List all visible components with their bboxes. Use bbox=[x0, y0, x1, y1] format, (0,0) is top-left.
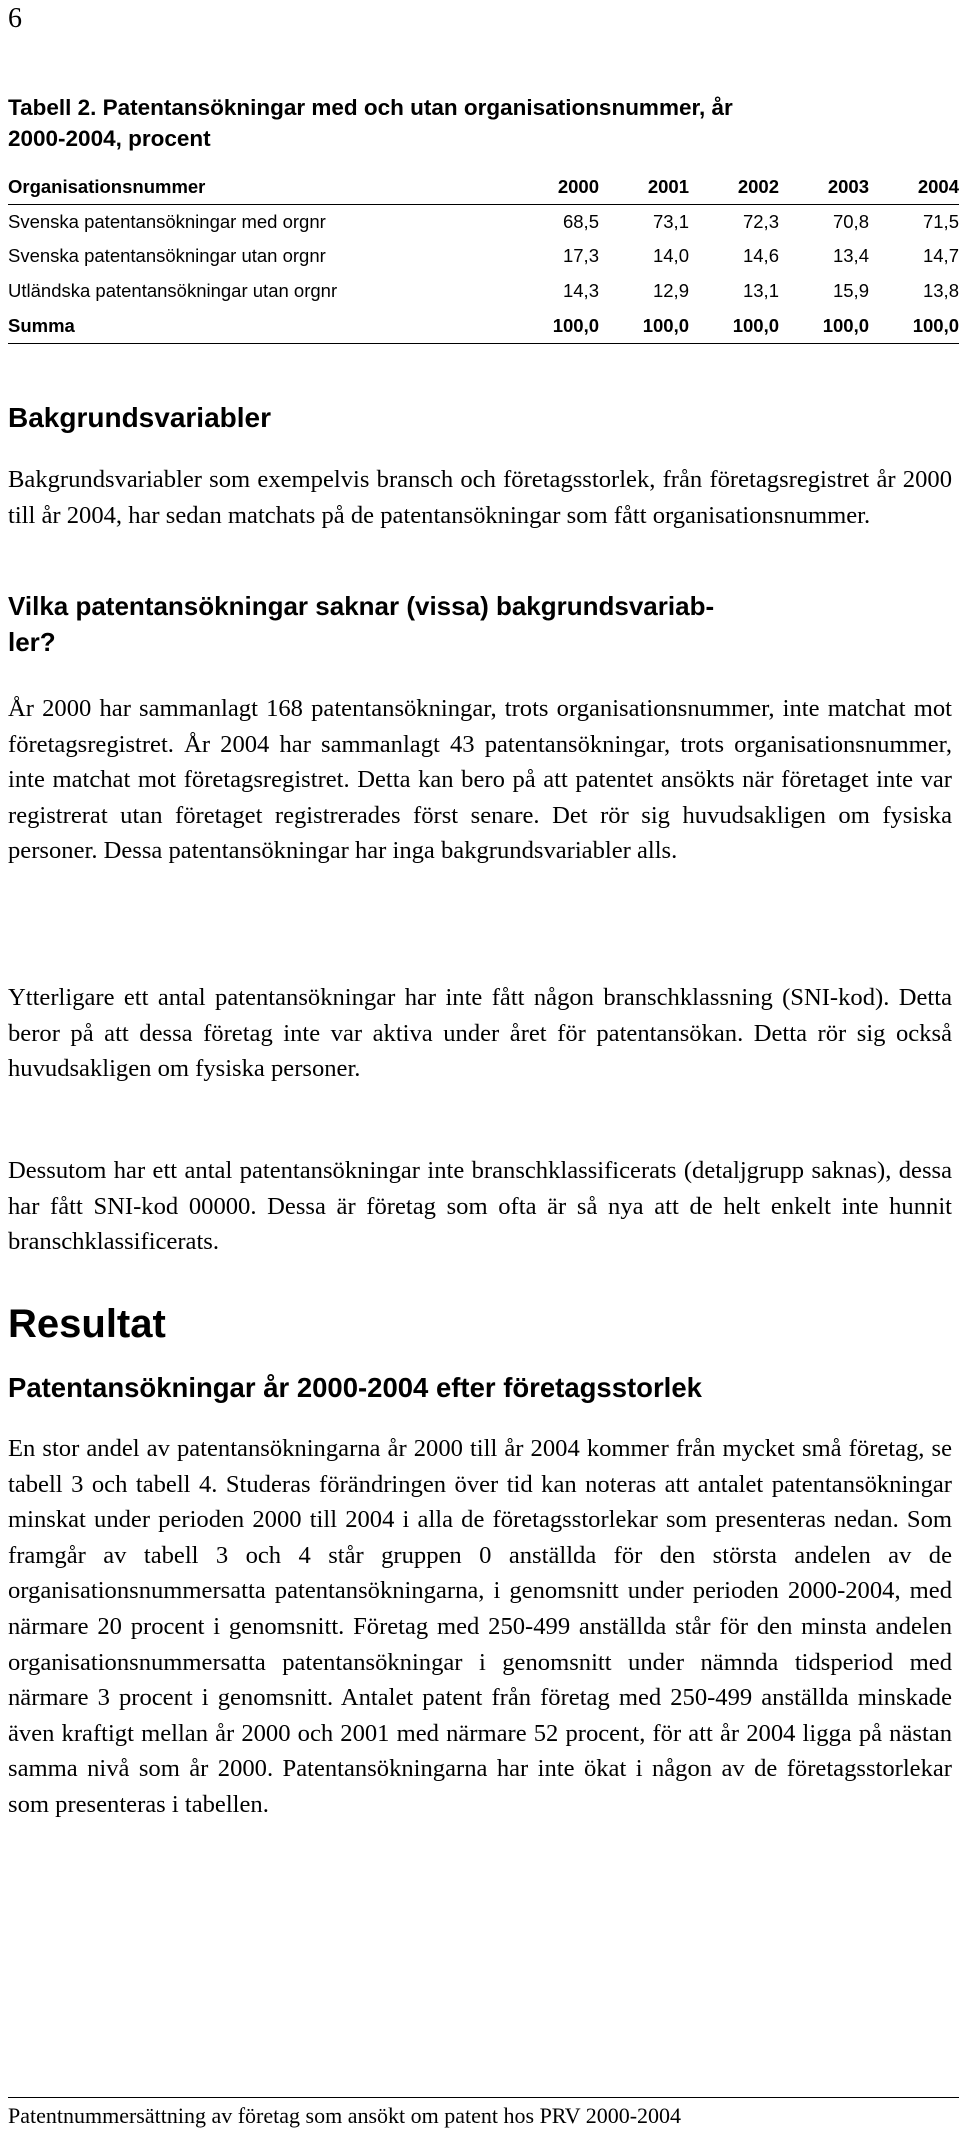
cell-2002: 13,1 bbox=[742, 279, 779, 301]
cell-2002: 100,0 bbox=[689, 308, 779, 344]
paragraph: Bakgrundsvariabler som exempelvis bransch och företagsstorlek, från företagsregistret år 2000 till år 2004, har sedan matchats på de patentansökningar som fått organisationsnummer. bbox=[8, 466, 952, 529]
subheading-line-1: Vilka patentansökningar saknar (vissa) bakgrundsvariab- bbox=[8, 591, 715, 621]
paragraph: År 2000 har sammanlagt 168 patentansökningar, trots organisationsnummer, inte matchat mot företagsregistret. År 2004 har sammanlagt 43 patentansökningar, trots organisationsnummer, inte matchat mot företagsregistret. Detta kan bero på att patentet ansökts när företaget inte var registrerat utan företaget registrerades först senare. Det rör sig huvudsakligen om fysiska personer. Dessa patentansökningar har inga bakgrundsvariabler alls. bbox=[8, 695, 952, 865]
heading-bakgrundsvariabler: Bakgrundsvariabler bbox=[8, 402, 271, 433]
subheading-line-2: ler? bbox=[8, 627, 56, 657]
table-header-row bbox=[8, 170, 959, 205]
row-label: Svenska patentansökningar utan orgnr bbox=[8, 245, 326, 266]
table-row bbox=[8, 205, 959, 240]
table-row bbox=[8, 273, 959, 308]
cell-2003: 15,9 bbox=[832, 279, 869, 301]
patent-table bbox=[8, 170, 959, 344]
header-organisationsnummer: Organisationsnummer bbox=[8, 170, 509, 205]
row-label: Svenska patentansökningar med orgnr bbox=[8, 211, 326, 232]
footer-divider bbox=[8, 2097, 959, 2098]
paragraph: Ytterligare ett antal patentansökningar har inte fått någon branschklassning (SNI-kod). Detta beror på att dessa företag inte var aktiva under året för patentansökan. Detta rör sig också huvudsakligen om fysiska personer. bbox=[8, 984, 952, 1083]
header-2000: 2000 bbox=[509, 170, 599, 205]
cell-2004: 100,0 bbox=[869, 308, 959, 344]
cell-2000: 14,3 bbox=[562, 279, 599, 301]
table-caption bbox=[8, 92, 928, 154]
cell-2001: 100,0 bbox=[599, 308, 689, 344]
cell-2000: 100,0 bbox=[509, 308, 599, 344]
page-number: 6 bbox=[8, 3, 22, 34]
header-2004: 2004 bbox=[869, 170, 959, 205]
cell-2002: 72,3 bbox=[742, 211, 779, 232]
subheading-saknar-bakgrundsvariabler bbox=[8, 588, 952, 660]
cell-2002: 14,6 bbox=[742, 245, 779, 266]
cell-2003: 100,0 bbox=[779, 308, 869, 344]
cell-2000: 68,5 bbox=[562, 211, 599, 232]
row-label: Utländska patentansökningar utan orgnr bbox=[8, 279, 338, 301]
header-2003: 2003 bbox=[779, 170, 869, 205]
cell-2003: 70,8 bbox=[832, 211, 869, 232]
paragraph: En stor andel av patentansökningarna år 2000 till år 2004 kommer från mycket små företag, se tabell 3 och tabell 4. Studeras förändringen över tid kan noteras att antalet patentansökningar minskat under perioden 2000 till 2004 i alla de företagsstorlekar som presenteras nedan. Som framgår av tabell 3 och 4 står gruppen 0 anställda för den största andelen av de organisationsnummersatta patentansökningarna, i genomsnitt under perioden 2000-2004, med närmare 20 procent i genomsnitt. Företag med 250-499 anställda står för den minsta andelen organisationsnummersatta patentansökningar i genomsnitt under nämnda tidsperiod med närmare 3 procent i genomsnitt. Antalet patent från företag med 250-499 anställda minskade även kraftigt mellan år 2000 och 2001 med närmare 52 procent, för att år 2004 ligga på nästan samma nivå som år 2000. Patentansökningarna har inte ökat i någon av de företagsstorlekar som presenteras i tabellen. bbox=[8, 1435, 952, 1818]
table-caption-line-1: Tabell 2. Patentansökningar med och utan organisationsnummer, år bbox=[8, 95, 733, 120]
cell-2004: 14,7 bbox=[922, 245, 959, 266]
cell-2001: 73,1 bbox=[652, 211, 689, 232]
row-label: Summa bbox=[8, 308, 509, 344]
header-2001: 2001 bbox=[599, 170, 689, 205]
cell-2004: 13,8 bbox=[922, 279, 959, 301]
table-caption-line-2: 2000-2004, procent bbox=[8, 126, 211, 151]
cell-2001: 14,0 bbox=[652, 245, 689, 266]
page-footer: Patentnummersättning av företag som ansökt om patent hos PRV 2000-2004 bbox=[8, 2103, 682, 2128]
table-row bbox=[8, 239, 959, 273]
cell-2000: 17,3 bbox=[562, 245, 599, 266]
cell-2003: 13,4 bbox=[832, 245, 869, 266]
cell-2001: 12,9 bbox=[652, 279, 689, 301]
cell-2004: 71,5 bbox=[922, 211, 959, 232]
heading-resultat: Resultat bbox=[8, 1302, 166, 1346]
table-sum-row bbox=[8, 308, 959, 344]
header-2002: 2002 bbox=[689, 170, 779, 205]
paragraph: Dessutom har ett antal patentansökningar inte branschklassificerats (detaljgrupp saknas), dessa har fått SNI-kod 00000. Dessa är företag som ofta är så nya att de helt enkelt inte hunnit branschklassificerats. bbox=[8, 1157, 952, 1256]
subheading-foretagsstorlek: Patentansökningar år 2000-2004 efter företagsstorlek bbox=[8, 1372, 702, 1403]
